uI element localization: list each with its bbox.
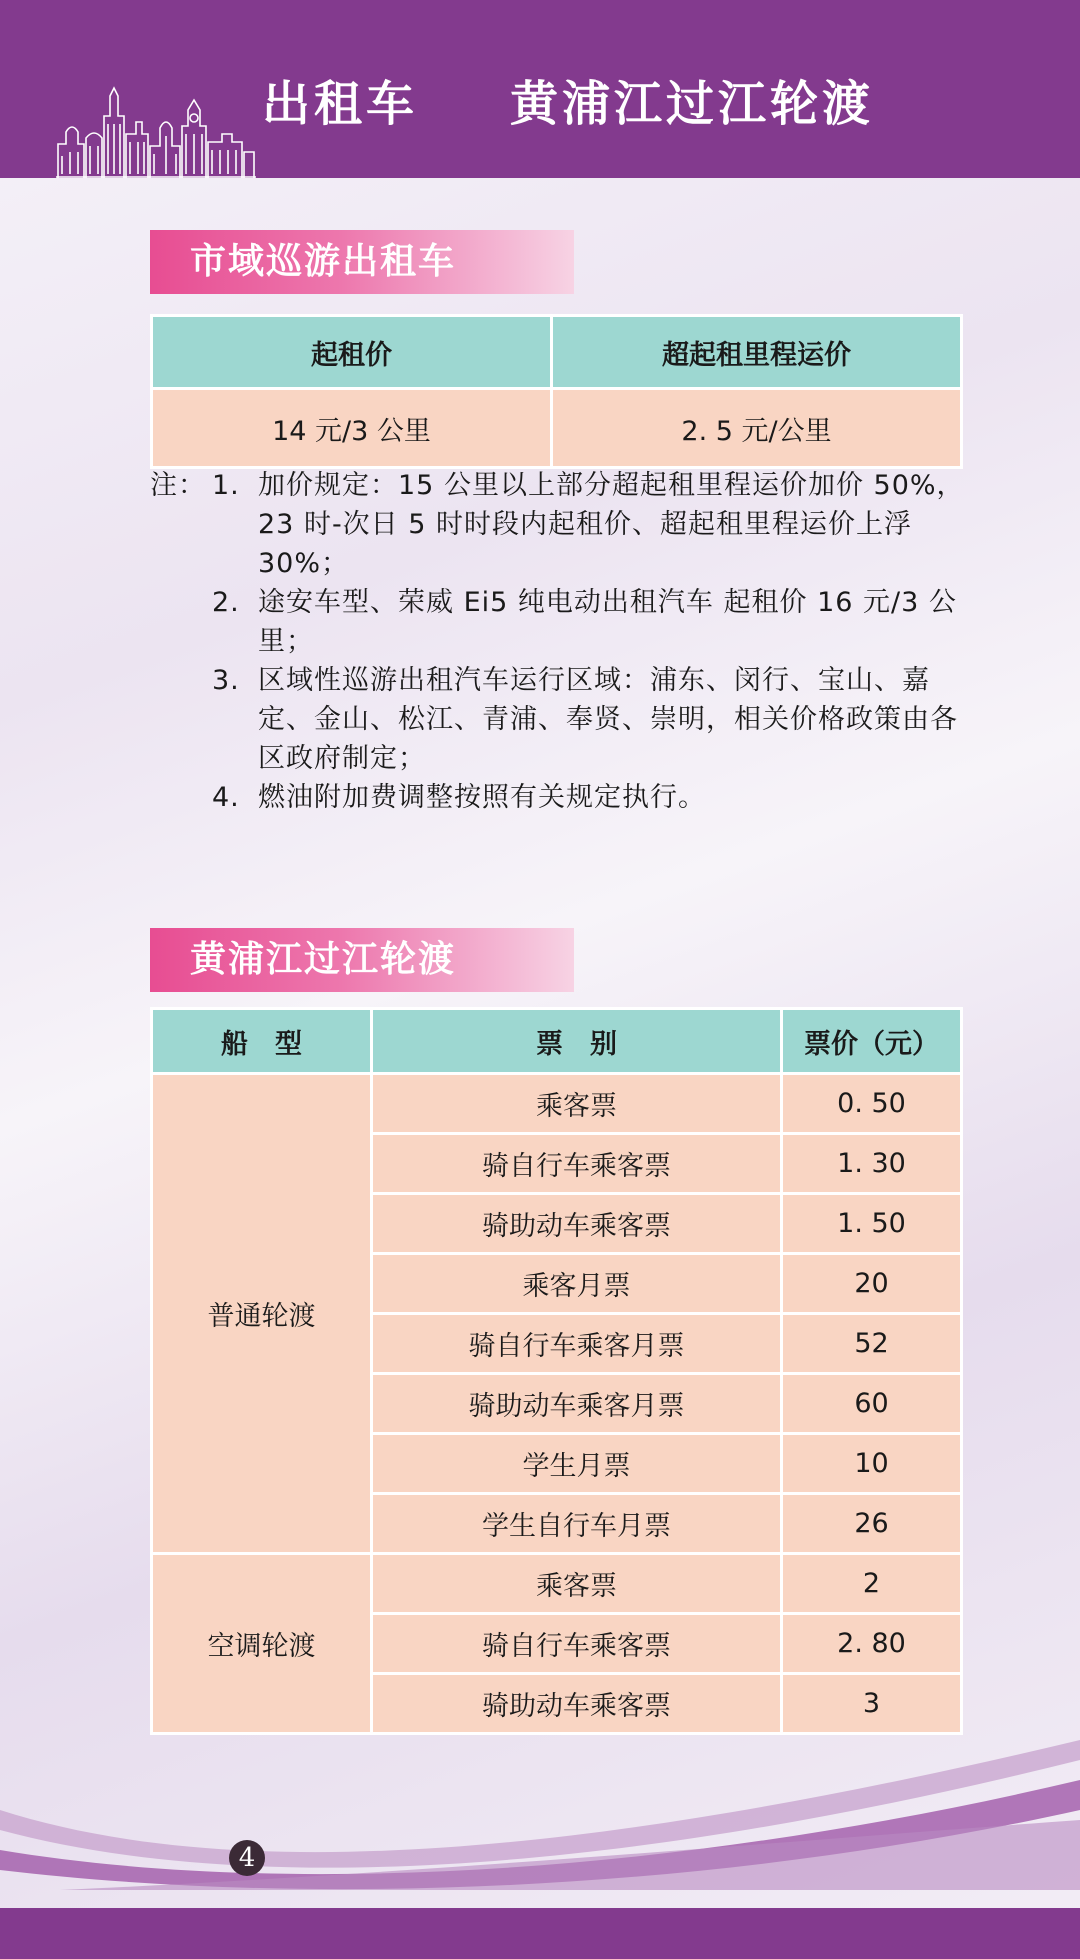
ticket-price: 52 [782,1314,962,1374]
ticket-type: 骑自行车乘客票 [372,1614,782,1674]
ticket-price: 3 [782,1674,962,1734]
note-text: 燃油附加费调整按照有关规定执行。 [258,782,706,813]
table-row [152,389,962,468]
column-header-extra-fare: 超起租里程运价 [552,316,962,389]
ticket-price: 2. 80 [782,1614,962,1674]
ticket-type: 骑自行车乘客月票 [372,1314,782,1374]
extra-fare-value: 2. 5 元/公里 [552,389,962,468]
column-header-boat-type: 船 型 [152,1009,372,1074]
decorative-wave [0,1700,1080,1890]
ticket-price: 26 [782,1494,962,1554]
page-header [0,0,1080,178]
note-text: 区域性巡游出租汽车运行区域：浦东、闵行、宝山、嘉定、金山、松江、青浦、奉贤、崇明，相关价格政策由各区政府制定； [258,665,958,774]
ferry-fare-table [150,1007,963,1735]
taxi-fare-table [150,314,963,469]
note-text: 途安车型、荣威 Ei5 纯电动出租汽车 起租价 16 元/3 公里； [258,587,957,657]
ticket-price: 60 [782,1374,962,1434]
note-number: 2. [212,587,240,618]
note-number: 1. [212,470,240,501]
header-title-ferry: 黄浦江过江轮渡 [510,76,875,132]
taxi-section-title: 市域巡游出租车 [150,230,574,294]
ticket-price: 1. 30 [782,1134,962,1194]
note-item [150,778,970,817]
note-item [150,583,970,661]
ticket-price: 2 [782,1554,962,1614]
table-header-row [152,1009,962,1074]
ticket-price: 20 [782,1254,962,1314]
ticket-type: 骑自行车乘客票 [372,1134,782,1194]
ticket-type: 学生自行车月票 [372,1494,782,1554]
page-footer-bar [0,1908,1080,1959]
base-fare-value: 14 元/3 公里 [152,389,552,468]
header-title-taxi: 出租车 [262,76,419,132]
city-skyline-icon [56,86,256,178]
boat-type-regular: 普通轮渡 [152,1074,372,1554]
ticket-price: 1. 50 [782,1194,962,1254]
ticket-type: 骑助动车乘客月票 [372,1374,782,1434]
column-header-price: 票价（元） [782,1009,962,1074]
note-number: 4. [212,782,240,813]
ticket-price: 10 [782,1434,962,1494]
ticket-type: 乘客票 [372,1554,782,1614]
column-header-ticket-type: 票 别 [372,1009,782,1074]
page-number: 4 [229,1840,265,1876]
table-row [152,1554,962,1614]
ticket-type: 学生月票 [372,1434,782,1494]
note-item [150,466,970,583]
boat-type-air-conditioned: 空调轮渡 [152,1554,372,1734]
ticket-type: 骑助动车乘客票 [372,1194,782,1254]
ticket-type: 乘客票 [372,1074,782,1134]
note-item [150,661,970,778]
taxi-notes [150,466,970,817]
table-header-row [152,316,962,389]
notes-prefix: 注： [150,470,206,501]
table-row [152,1074,962,1134]
ticket-type: 骑助动车乘客票 [372,1674,782,1734]
note-number: 3. [212,665,240,696]
ferry-section-title: 黄浦江过江轮渡 [150,928,574,992]
column-header-base-fare: 起租价 [152,316,552,389]
ticket-type: 乘客月票 [372,1254,782,1314]
note-text: 加价规定：15 公里以上部分超起租里程运价加价 50%，23 时-次日 5 时时段内起租价、超起租里程运价上浮 30%； [258,470,965,579]
ticket-price: 0. 50 [782,1074,962,1134]
